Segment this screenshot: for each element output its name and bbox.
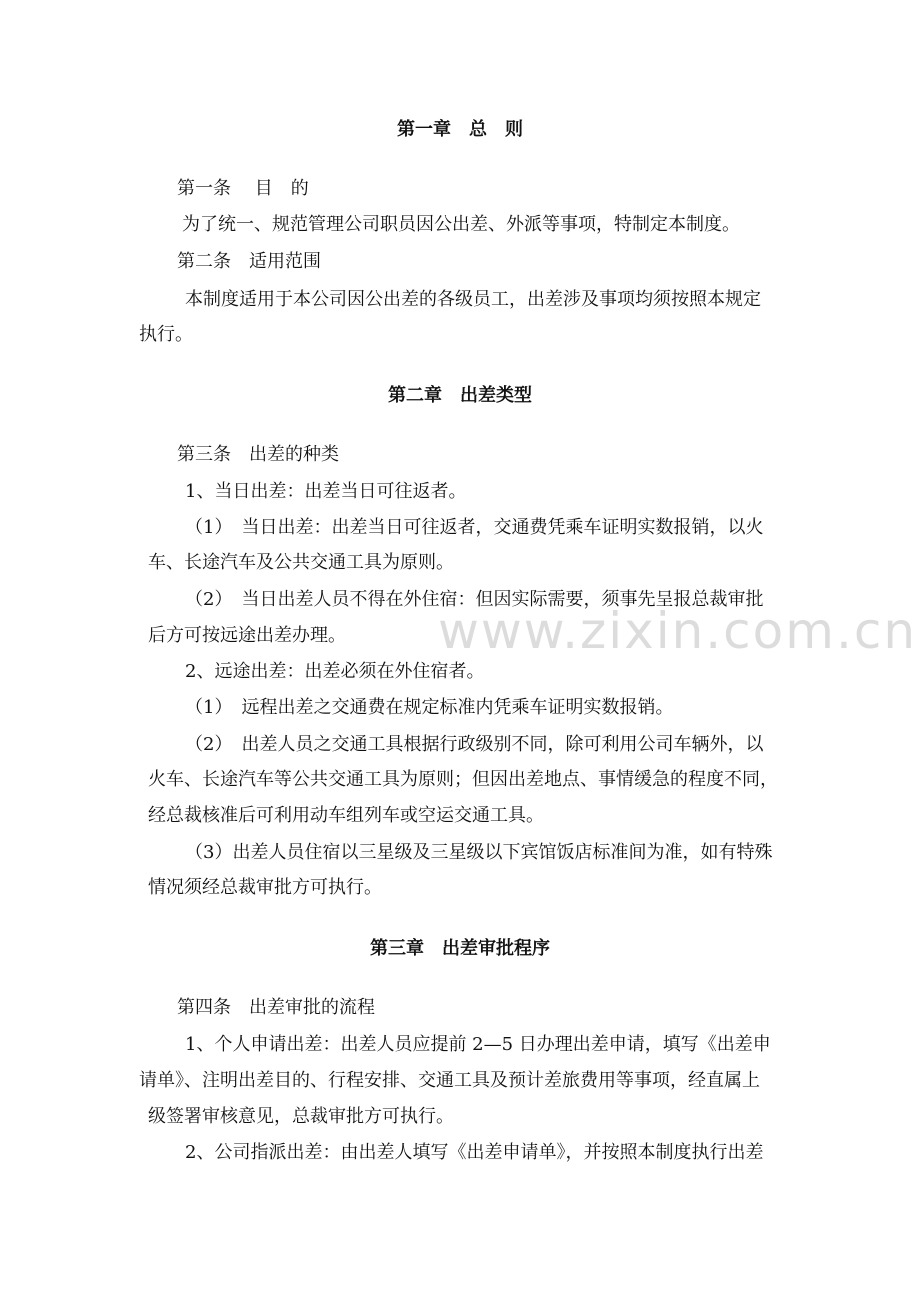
article-4-title: 第四条 出差审批的流程 bbox=[177, 997, 375, 1018]
watermark: www.zixin.com.cn bbox=[438, 602, 918, 660]
item-2-3-line-1: （3）出差人员住宿以三星级及三星级以下宾馆饭店标准间为准，如有特殊 bbox=[185, 842, 773, 863]
item-2-1: （1） 远程出差之交通费在规定标准内凭乘车证明实数报销。 bbox=[185, 697, 674, 718]
item-2-3-line-2: 情况须经总裁审批方可执行。 bbox=[148, 877, 382, 898]
chapter-1-title: 第一章 总 则 bbox=[397, 119, 523, 140]
chapter-3-title: 第三章 出差审批程序 bbox=[370, 938, 550, 959]
article-1-text: 为了统一、规范管理公司职员因公出差、外派等事项，特制定本制度。 bbox=[182, 214, 740, 235]
article-1-title: 第一条 目 的 bbox=[177, 178, 309, 199]
article-2-title: 第二条 适用范围 bbox=[177, 251, 321, 272]
article-3-title: 第三条 出差的种类 bbox=[177, 444, 339, 465]
item-1: 1、当日出差：出差当日可往返者。 bbox=[185, 481, 467, 502]
article-4-item-1-line-2: 请单》、注明出差目的、行程安排、交通工具及预计差旅费用等事项，经直属上 bbox=[139, 1070, 760, 1091]
article-2-text-line-2: 执行。 bbox=[139, 324, 193, 345]
item-2-2-line-1: （2） 出差人员之交通工具根据行政级别不同，除可利用公司车辆外，以 bbox=[185, 734, 764, 755]
article-2-text-line-1: 本制度适用于本公司因公出差的各级员工，出差涉及事项均须按照本规定 bbox=[185, 289, 761, 310]
item-2-2-line-2: 火车、长途汽车等公共交通工具为原则；但因出差地点、事情缓急的程度不同， bbox=[148, 769, 778, 790]
item-1-2-line-2: 后方可按远途出差办理。 bbox=[148, 625, 346, 646]
item-2-2-line-3: 经总裁核准后可利用动车组列车或空运交通工具。 bbox=[148, 805, 544, 826]
item-1-1-line-1: （1） 当日出差：出差当日可往返者，交通费凭乘车证明实数报销，以火 bbox=[185, 517, 764, 538]
article-4-item-1-line-3: 级签署审核意见，总裁审批方可执行。 bbox=[148, 1106, 454, 1127]
article-4-item-1-line-1: 1、个人申请出差：出差人员应提前 2—5 日办理出差申请，填写《出差申 bbox=[185, 1034, 771, 1055]
item-1-1-line-2: 车、长途汽车及公共交通工具为原则。 bbox=[148, 552, 454, 573]
item-1-2-line-1: （2） 当日出差人员不得在外住宿：但因实际需要，须事先呈报总裁审批 bbox=[185, 589, 764, 610]
item-2: 2、远途出差：出差必须在外住宿者。 bbox=[185, 661, 485, 682]
chapter-2-title: 第二章 出差类型 bbox=[388, 385, 532, 406]
article-4-item-2-line-1: 2、公司指派出差：由出差人填写《出差申请单》，并按照本制度执行出差 bbox=[185, 1142, 764, 1163]
